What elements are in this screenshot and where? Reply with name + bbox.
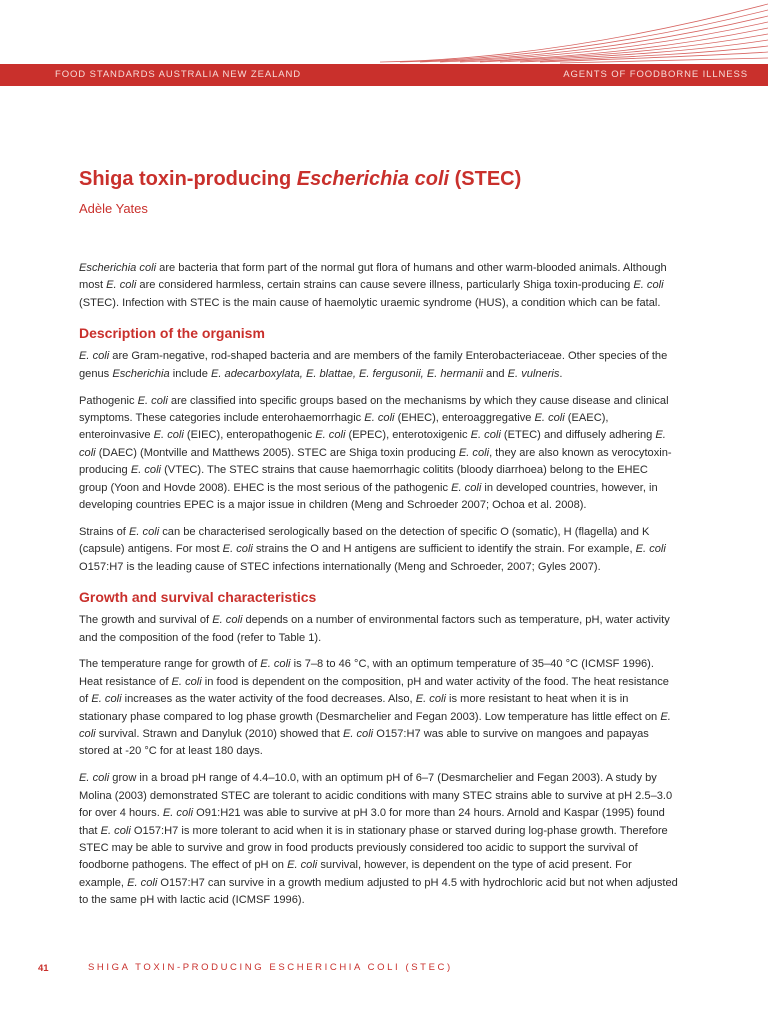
growth-paragraph-1: The growth and survival of E. coli depends on a number of environmental factors such as temperature, pH, water activity and the composition of the food (refer to Table 1). (79, 614, 670, 644)
author-name: Adèle Yates (79, 201, 148, 216)
growth-paragraph-2: The temperature range for growth of E. coli is 7–8 to 46 °C, with an optimum temperature of 35–40 °C (ICMSF 1996). Heat resistance of E. coli in food is dependent on the composition, pH and water activity of the food. The heat resistance of E. coli increases as the water activity of the food decreases. Also, E. coli is more resistant to heat when it is in stationary phase compared to log phase growth (Desmarchelier and Fegan 2003). Low temperature has little effect on E. coli survival. Strawn and Danyluk (2010) showed that E. coli O157:H7 was able to survive on mangoes and papayas stored at -20 °C for at least 180 days. (79, 658, 671, 758)
header-swoosh-graphic (380, 0, 768, 64)
title-suffix-text: (STEC) (449, 168, 522, 190)
title-italic-text: Escherichia coli (296, 168, 450, 190)
page-number: 41 (38, 963, 49, 974)
growth-paragraph-3: E. coli grow in a broad pH range of 4.4–10.0, with an optimum pH of 6–7 (Desmarchelier and Fegan 2003). A study by Molina (2003) demonstrated STEC are tolerant to acidic conditions with many STEC strains able to survive at pH 2.5–3.0 for over 4 hours. E. coli O91:H21 was able to survive at pH 3.0 for more than 24 hours. Arnold and Kaspar (1995) found that E. coli O157:H7 is more tolerant to acid when it is in stationary phase or starved during log-phase growth. Therefore STEC may be able to survive and grow in food products previously considered too acidic to support the survival of foodborne pathogens. The effect of pH on E. coli survival, however, is dependent on the type of acid present. For example, E. coli O157:H7 can survive in a growth medium adjusted to pH 4.5 with hydrochloric acid but not when adjusted to the same pH with lactic acid (ICMSF 1996). (79, 772, 678, 907)
description-paragraph-2: Pathogenic E. coli are classified into specific groups based on the mechanisms by which they cause disease and clinical symptoms. These categories include enterohaemorrhagic E. coli (EHEC), enteroaggregative E. coli (EAEC), enteroinvasive E. coli (EIEC), enteropathogenic E. coli (EPEC), enterotoxigenic E. coli (ETEC) and diffusely adhering E. coli (DAEC) (Montville and Matthews 2005). STEC are Shiga toxin producing E. coli, they are also known as verocytoxin-producing E. coli (VTEC). The STEC strains that cause haemorrhagic colitits (bloody diarrhoea) belong to the EHEC group (Yoon and Hovde 2008). EHEC is the most serious of the pathogenic E. coli in developed countries, however, in developing countries EPEC is a major issue in children (Meng and Schroeder 2007; Ochoa et al. 2008). (79, 394, 672, 511)
title-text: Shiga toxin-producing (79, 168, 297, 190)
article-body (79, 260, 679, 919)
header-org-name: FOOD STANDARDS AUSTRALIA NEW ZEALAND (55, 69, 302, 80)
page-title (79, 168, 521, 191)
header-bar (0, 64, 768, 86)
footer-running-title: SHIGA TOXIN-PRODUCING ESCHERICHIA COLI (STEC) (88, 962, 453, 973)
section-heading-description: Description of the organism (79, 325, 265, 342)
intro-paragraph: Escherichia coli are bacteria that form part of the normal gut flora of humans and other warm-blooded animals. Although most E. coli are considered harmless, certain strains can cause severe illness, particularly Shiga toxin-producing E. coli (STEC). Infection with STEC is the main cause of haemolytic uraemic syndrome (HUS), a condition which can be fatal. (79, 262, 667, 309)
section-heading-growth: Growth and survival characteristics (79, 589, 317, 606)
description-paragraph-1: E. coli are Gram-negative, rod-shaped bacteria and are members of the family Enterobacteriaceae. Other species of the genus Escherichia include E. adecarboxylata, E. blattae, E. fergusonii, E. hermanii and E. vulneris. (79, 350, 668, 380)
description-paragraph-3: Strains of E. coli can be characterised serologically based on the detection of specific O (somatic), H (flagella) and K (capsule) antigens. For most E. coli strains the O and H antigens are sufficient to identify the strain. For example, E. coli O157:H7 is the leading cause of STEC infections internationally (Meng and Schroeder, 2007; Gyles 2007). (79, 525, 666, 573)
header-series-name: AGENTS OF FOODBORNE ILLNESS (563, 69, 748, 80)
